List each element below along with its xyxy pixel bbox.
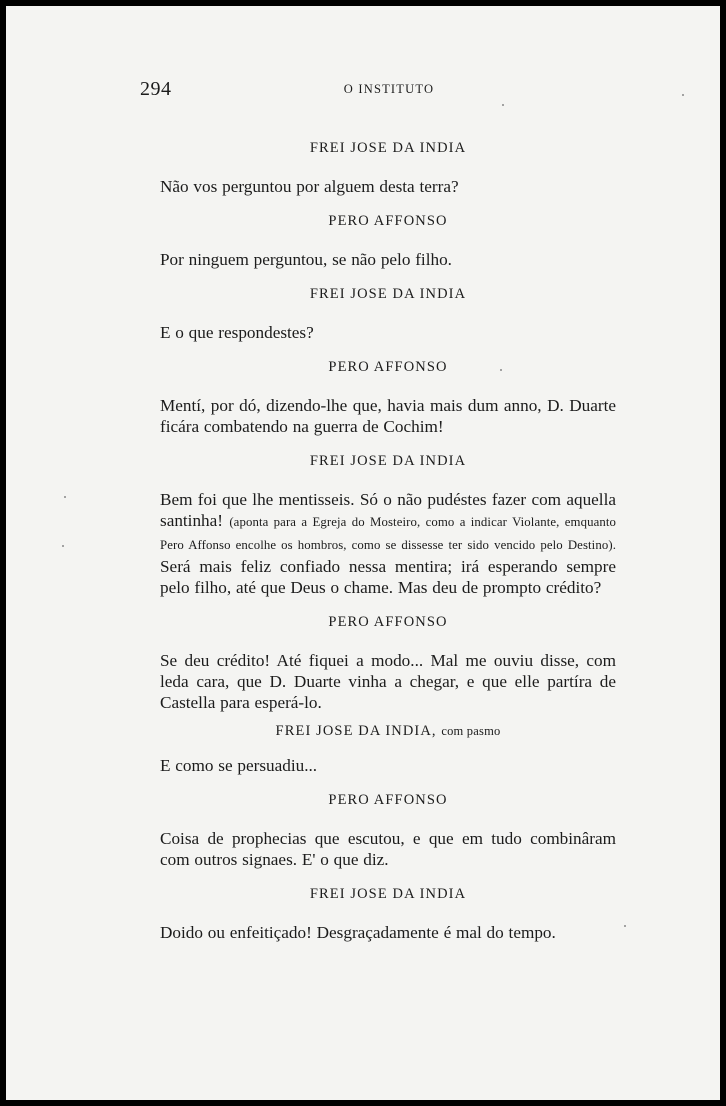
speaker-heading	[160, 721, 616, 741]
scan-speck	[64, 496, 66, 498]
page-header	[140, 78, 618, 102]
speech-text: E como se persuadiu...	[160, 756, 318, 775]
scan-speck	[624, 925, 626, 927]
speaker-heading: FREI JOSE DA INDIA	[309, 286, 467, 302]
speech-text: Não vos perguntou por alguem desta terra?	[160, 177, 459, 196]
speech-text: Doido ou enfeitiçado! Desgraçadamente é mal do tempo.	[160, 923, 556, 942]
scan-speck	[682, 94, 684, 96]
speech	[160, 755, 616, 776]
speech-text: Coisa de prophecias que escutou, e que em tudo combinâram com outros signaes. E' o que diz.	[160, 829, 616, 869]
stage-direction: (aponta para a Egreja do Mosteiro, como a indicar Violante, emquanto Pero Affonso encolhe os hombros, como se dissesse ter sido vencido pelo Destino).	[160, 515, 617, 552]
scan-speck	[500, 369, 502, 371]
speech-text	[160, 489, 616, 598]
dialogue-body	[160, 132, 616, 951]
speaker-heading: PERO AFFONSO	[328, 792, 448, 808]
speaker-name: FREI JOSE DA INDIA,	[275, 723, 437, 739]
speaker-heading: FREI JOSE DA INDIA	[309, 453, 467, 469]
speech	[160, 395, 616, 437]
speech-text-part: Bem foi que lhe mentisseis. Só o não pudéstes fazer com aquella santinha!	[160, 490, 616, 530]
speaker-heading: FREI JOSE DA INDIA	[309, 886, 467, 902]
running-head: O INSTITUTO	[343, 82, 435, 96]
speech	[160, 922, 616, 943]
speech	[160, 176, 616, 197]
speaker-heading: FREI JOSE DA INDIA	[309, 140, 467, 156]
speech-text: Por ninguem perguntou, se não pelo filho.	[160, 250, 452, 269]
speech	[160, 249, 616, 270]
speech-text-part: Será mais feliz confiado nessa mentira; irá esperando sempre pelo filho, até que Deus o chame. Mas deu de prompto crédito?	[160, 557, 616, 597]
speech	[160, 828, 616, 870]
speech-text: E o que respondestes?	[160, 323, 314, 342]
speech	[160, 322, 616, 343]
speech-text: Se deu crédito! Até fiquei a modo... Mal me ouviu disse, com leda cara, que D. Duarte vinha a chegar, e que elle partíra de Castella para esperá-lo.	[160, 651, 616, 712]
scan-speck	[502, 104, 504, 106]
book-page	[6, 6, 720, 1100]
speaker-stage-note: com pasmo	[441, 724, 501, 738]
scan-speck	[62, 545, 64, 547]
speaker-heading: PERO AFFONSO	[328, 213, 448, 229]
page-number: 294	[140, 78, 172, 100]
speaker-heading: PERO AFFONSO	[328, 614, 448, 630]
speech	[160, 650, 616, 713]
speech	[160, 489, 616, 598]
speaker-heading: PERO AFFONSO	[328, 359, 448, 375]
speech-text: Mentí, por dó, dizendo-lhe que, havia mais dum anno, D. Duarte ficára combatendo na guerra de Cochim!	[160, 396, 616, 436]
